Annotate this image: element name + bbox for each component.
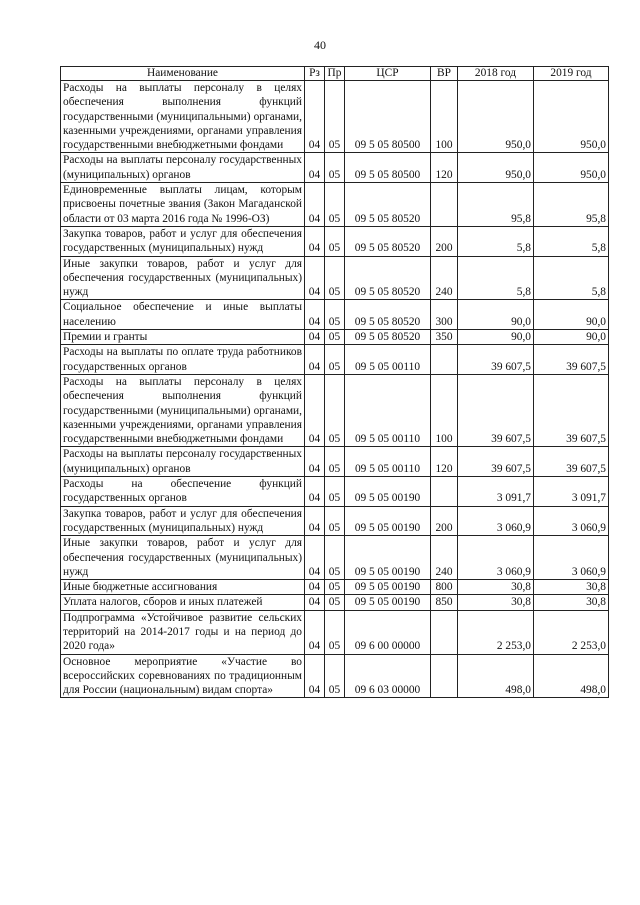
- cell-vr: 100: [431, 81, 458, 153]
- cell-rz: 04: [305, 580, 325, 595]
- cell-2018: 5,8: [458, 226, 534, 256]
- cell-rz: 04: [305, 610, 325, 654]
- column-header-csr: ЦСР: [345, 67, 431, 81]
- cell-2019: 950,0: [534, 81, 609, 153]
- cell-2019: 3 060,9: [534, 536, 609, 580]
- column-header-2019: 2019 год: [534, 67, 609, 81]
- cell-2018: 90,0: [458, 330, 534, 345]
- cell-name: Уплата налогов, сборов и иных платежей: [61, 595, 305, 610]
- table-row: [61, 226, 609, 256]
- table-row: [61, 654, 609, 698]
- cell-vr: 240: [431, 256, 458, 300]
- cell-vr: 120: [431, 153, 458, 183]
- cell-name: Подпрограмма «Устойчивое развитие сельских территорий на 2014-2017 годы и на период до 2020 года»: [61, 610, 305, 654]
- cell-2019: 39 607,5: [534, 447, 609, 477]
- cell-csr: 09 5 05 00190: [345, 580, 431, 595]
- cell-2019: 39 607,5: [534, 345, 609, 375]
- cell-rz: 04: [305, 226, 325, 256]
- cell-rz: 04: [305, 345, 325, 375]
- cell-name: Единовременные выплаты лицам, которым присвоены почетные звания (Закон Магаданской области от 03 марта 2016 года № 1996-ОЗ): [61, 183, 305, 227]
- cell-pr: 05: [325, 447, 345, 477]
- cell-rz: 04: [305, 536, 325, 580]
- column-header-2018: 2018 год: [458, 67, 534, 81]
- cell-pr: 05: [325, 256, 345, 300]
- cell-2019: 498,0: [534, 654, 609, 698]
- cell-pr: 05: [325, 153, 345, 183]
- cell-2019: 950,0: [534, 153, 609, 183]
- cell-2018: 39 607,5: [458, 345, 534, 375]
- page-number: 40: [314, 38, 326, 52]
- cell-vr: 200: [431, 506, 458, 536]
- cell-name: Закупка товаров, работ и услуг для обеспечения государственных (муниципальных) нужд: [61, 506, 305, 536]
- cell-pr: 05: [325, 330, 345, 345]
- cell-rz: 04: [305, 183, 325, 227]
- table-row: [61, 300, 609, 330]
- cell-2019: 30,8: [534, 580, 609, 595]
- cell-name: Расходы на выплаты по оплате труда работников государственных органов: [61, 345, 305, 375]
- cell-2019: 3 091,7: [534, 477, 609, 507]
- cell-pr: 05: [325, 81, 345, 153]
- table-row: [61, 477, 609, 507]
- table-row: [61, 536, 609, 580]
- cell-vr: [431, 183, 458, 227]
- cell-vr: 850: [431, 595, 458, 610]
- cell-vr: 300: [431, 300, 458, 330]
- cell-vr: 350: [431, 330, 458, 345]
- cell-name: Основное мероприятие «Участие во всероссийских соревнованиях по традиционным для России (национальным) видам спорта»: [61, 654, 305, 698]
- cell-2019: 5,8: [534, 226, 609, 256]
- cell-rz: 04: [305, 477, 325, 507]
- cell-pr: 05: [325, 345, 345, 375]
- cell-csr: 09 6 00 00000: [345, 610, 431, 654]
- cell-pr: 05: [325, 595, 345, 610]
- table-body: [61, 81, 609, 698]
- table-row: [61, 183, 609, 227]
- cell-csr: 09 5 05 00110: [345, 374, 431, 446]
- column-header-pr: Пр: [325, 67, 345, 81]
- cell-pr: 05: [325, 183, 345, 227]
- cell-vr: [431, 477, 458, 507]
- cell-2018: 2 253,0: [458, 610, 534, 654]
- cell-vr: 200: [431, 226, 458, 256]
- cell-csr: 09 5 05 00190: [345, 595, 431, 610]
- cell-name: Социальное обеспечение и иные выплаты населению: [61, 300, 305, 330]
- cell-csr: 09 5 05 80500: [345, 153, 431, 183]
- cell-2018: 39 607,5: [458, 374, 534, 446]
- cell-rz: 04: [305, 256, 325, 300]
- table-row: [61, 256, 609, 300]
- cell-name: Расходы на выплаты персоналу государственных (муниципальных) органов: [61, 153, 305, 183]
- cell-2018: 498,0: [458, 654, 534, 698]
- cell-name: Закупка товаров, работ и услуг для обеспечения государственных (муниципальных) нужд: [61, 226, 305, 256]
- cell-2018: 3 060,9: [458, 506, 534, 536]
- cell-csr: 09 5 05 80520: [345, 300, 431, 330]
- cell-rz: 04: [305, 506, 325, 536]
- budget-table: [60, 66, 609, 698]
- cell-2018: 39 607,5: [458, 447, 534, 477]
- cell-rz: 04: [305, 447, 325, 477]
- cell-vr: [431, 654, 458, 698]
- table-row: [61, 506, 609, 536]
- cell-csr: 09 5 05 80500: [345, 81, 431, 153]
- cell-vr: 120: [431, 447, 458, 477]
- cell-2018: 3 091,7: [458, 477, 534, 507]
- table-row: [61, 610, 609, 654]
- table-row: [61, 345, 609, 375]
- cell-2018: 950,0: [458, 81, 534, 153]
- cell-2019: 39 607,5: [534, 374, 609, 446]
- column-header-rz: Рз: [305, 67, 325, 81]
- cell-pr: 05: [325, 477, 345, 507]
- cell-2018: 950,0: [458, 153, 534, 183]
- cell-name: Расходы на обеспечение функций государственных органов: [61, 477, 305, 507]
- cell-2019: 5,8: [534, 256, 609, 300]
- cell-2019: 3 060,9: [534, 506, 609, 536]
- cell-2018: 95,8: [458, 183, 534, 227]
- cell-pr: 05: [325, 610, 345, 654]
- cell-vr: 240: [431, 536, 458, 580]
- cell-rz: 04: [305, 654, 325, 698]
- cell-2018: 5,8: [458, 256, 534, 300]
- cell-pr: 05: [325, 374, 345, 446]
- cell-vr: [431, 345, 458, 375]
- table-row: [61, 595, 609, 610]
- cell-vr: 800: [431, 580, 458, 595]
- cell-rz: 04: [305, 153, 325, 183]
- cell-csr: 09 5 05 00190: [345, 536, 431, 580]
- cell-2019: 90,0: [534, 300, 609, 330]
- cell-rz: 04: [305, 300, 325, 330]
- cell-csr: 09 5 05 80520: [345, 330, 431, 345]
- cell-pr: 05: [325, 536, 345, 580]
- cell-rz: 04: [305, 374, 325, 446]
- table-row: [61, 447, 609, 477]
- cell-vr: [431, 610, 458, 654]
- column-header-name: Наименование: [61, 67, 305, 81]
- cell-pr: 05: [325, 580, 345, 595]
- cell-name: Иные закупки товаров, работ и услуг для обеспечения государственных (муниципальных) нужд: [61, 536, 305, 580]
- cell-name: Расходы на выплаты персоналу в целях обеспечения выполнения функций государственными (муниципальными) органами, казенными учреждениями, органами управления государственными внебюджетными фондами: [61, 374, 305, 446]
- cell-2019: 2 253,0: [534, 610, 609, 654]
- table-row: [61, 374, 609, 446]
- cell-rz: 04: [305, 81, 325, 153]
- cell-2019: 30,8: [534, 595, 609, 610]
- cell-name: Расходы на выплаты персоналу государственных (муниципальных) органов: [61, 447, 305, 477]
- cell-rz: 04: [305, 330, 325, 345]
- cell-pr: 05: [325, 226, 345, 256]
- cell-2019: 95,8: [534, 183, 609, 227]
- cell-name: Премии и гранты: [61, 330, 305, 345]
- table-row: [61, 81, 609, 153]
- cell-csr: 09 5 05 80520: [345, 226, 431, 256]
- cell-2018: 30,8: [458, 580, 534, 595]
- cell-csr: 09 5 05 00110: [345, 447, 431, 477]
- table-row: [61, 580, 609, 595]
- cell-2018: 30,8: [458, 595, 534, 610]
- cell-csr: 09 5 05 00190: [345, 477, 431, 507]
- cell-pr: 05: [325, 300, 345, 330]
- cell-2019: 90,0: [534, 330, 609, 345]
- cell-name: Расходы на выплаты персоналу в целях обеспечения выполнения функций государственными (муниципальными) органами, казенными учреждениями, органами управления государственными внебюджетными фондами: [61, 81, 305, 153]
- cell-vr: 100: [431, 374, 458, 446]
- cell-pr: 05: [325, 506, 345, 536]
- cell-2018: 90,0: [458, 300, 534, 330]
- column-header-vr: ВР: [431, 67, 458, 81]
- table-row: [61, 153, 609, 183]
- cell-name: Иные бюджетные ассигнования: [61, 580, 305, 595]
- cell-csr: 09 5 05 80520: [345, 256, 431, 300]
- cell-rz: 04: [305, 595, 325, 610]
- cell-csr: 09 5 05 80520: [345, 183, 431, 227]
- cell-name: Иные закупки товаров, работ и услуг для обеспечения государственных (муниципальных) нужд: [61, 256, 305, 300]
- cell-csr: 09 5 05 00110: [345, 345, 431, 375]
- cell-pr: 05: [325, 654, 345, 698]
- cell-2018: 3 060,9: [458, 536, 534, 580]
- cell-csr: 09 6 03 00000: [345, 654, 431, 698]
- table-header-row: [61, 67, 609, 81]
- table-row: [61, 330, 609, 345]
- cell-csr: 09 5 05 00190: [345, 506, 431, 536]
